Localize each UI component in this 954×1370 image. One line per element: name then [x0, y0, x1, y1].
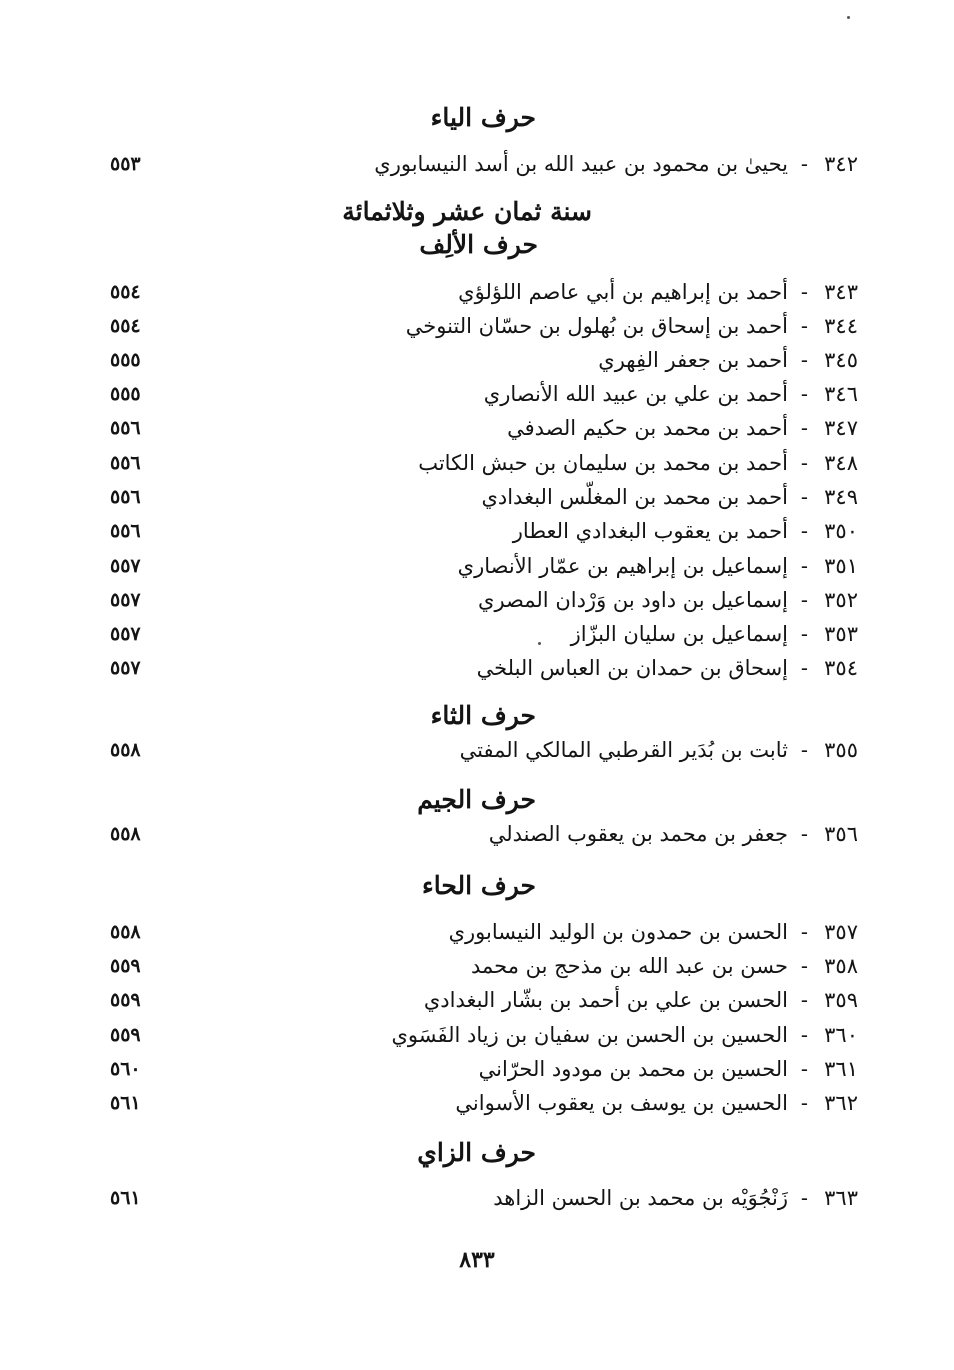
entry-page: ٥٥٧ [110, 657, 141, 679]
index-entry [0, 949, 954, 983]
index-entry [0, 275, 954, 309]
entry-page: ٥٥٦ [110, 452, 141, 474]
section-heading [0, 866, 954, 906]
section-heading [0, 780, 954, 820]
entry-name: يحيىٰ بن محمود بن عبيد الله بن أسد النيسابوري [374, 152, 788, 176]
entry-name: أحمد بن محمد بن سليمان بن حبش الكاتب [418, 451, 788, 475]
entry-page: ٥٥٦ [110, 486, 141, 508]
index-entry [0, 147, 954, 181]
entry-page: ٥٥٤ [110, 281, 141, 303]
entry-dash: - [800, 451, 808, 475]
entry-number: ٣٤٦ [824, 382, 858, 406]
entry-name: إسماعيل بن داود بن وَرْدان المصري [478, 588, 788, 612]
entry-number: ٣٥٠ [824, 519, 858, 543]
entry-dash: - [800, 152, 808, 176]
entry-page: ٥٥٤ [110, 315, 141, 337]
entry-dash: - [800, 416, 808, 440]
entry-dash: - [800, 554, 808, 578]
entry-name: أحمد بن محمد بن حكيم الصدفي [507, 416, 788, 440]
entry-number: ٣٥٢ [824, 588, 858, 612]
entry-name: حسن بن عبد الله بن مذحج بن محمد [470, 954, 788, 978]
section-heading-text: حرف الزاي [417, 1138, 536, 1167]
index-entry [0, 480, 954, 514]
entry-name: ثابت بن بُدَير القرطبي المالكي المفتي [459, 738, 788, 762]
entry-name: الحسين بن محمد بن مودود الحرّاني [478, 1057, 788, 1081]
section-heading [0, 98, 954, 138]
index-entry [0, 549, 954, 583]
index-entry [0, 915, 954, 949]
section-heading [0, 696, 954, 736]
entry-page: ٥٦١ [110, 1092, 141, 1114]
entry-page: ٥٥٦ [110, 417, 141, 439]
entry-name: أحمد بن إبراهيم بن أبي عاصم اللؤلؤي [458, 280, 788, 304]
index-entry [0, 817, 954, 851]
entry-name: أحمد بن يعقوب البغدادي العطار [512, 519, 788, 543]
entry-number: ٣٦٠ [824, 1023, 858, 1047]
index-entry [0, 617, 954, 651]
entry-page: ٥٥٨ [110, 921, 141, 943]
entry-dash: - [800, 382, 808, 406]
entry-page: ٥٥٨ [110, 823, 141, 845]
entry-number: ٣٤٥ [824, 348, 858, 372]
entry-number: ٣٤٩ [824, 485, 858, 509]
entry-number: ٣٤٣ [824, 280, 858, 304]
index-entry [0, 514, 954, 548]
entry-page: ٥٥٧ [110, 555, 141, 577]
entry-name: إسماعيل بن سليان البزّاز [570, 622, 788, 646]
entry-dash: - [800, 1186, 808, 1210]
entry-dash: - [800, 519, 808, 543]
entry-dash: - [800, 1091, 808, 1115]
scan-speck [847, 16, 850, 19]
entry-dash: - [800, 738, 808, 762]
entry-dash: - [800, 314, 808, 338]
entry-dash: - [800, 588, 808, 612]
index-entry [0, 583, 954, 617]
entry-page: ٥٥٣ [110, 153, 141, 175]
entry-number: ٣٥٣ [824, 622, 858, 646]
entry-dash: - [800, 822, 808, 846]
index-entry [0, 1181, 954, 1215]
entry-name: جعفر بن محمد بن يعقوب الصندلي [488, 822, 788, 846]
index-entry [0, 377, 954, 411]
entry-page: ٥٥٧ [110, 589, 141, 611]
index-entry [0, 1086, 954, 1120]
page-number: ٨٣٣ [459, 1247, 495, 1273]
index-entry [0, 446, 954, 480]
entry-dash: - [800, 622, 808, 646]
entry-page: ٥٥٩ [110, 955, 141, 977]
entry-number: ٣٥٨ [824, 954, 858, 978]
entry-dash: - [800, 1057, 808, 1081]
section-heading-text: حرف الياء [430, 103, 536, 132]
entry-number: ٣٥٥ [824, 738, 858, 762]
entry-name: أحمد بن إسحاق بن بُهلول بن حسّان التنوخي [405, 314, 788, 338]
section-heading [0, 225, 954, 265]
entry-number: ٣٤٤ [824, 314, 858, 338]
entry-number: ٣٦٢ [824, 1091, 858, 1115]
entry-page: ٥٥٩ [110, 1024, 141, 1046]
entry-number: ٣٥٩ [824, 988, 858, 1012]
entry-page: ٥٥٦ [110, 520, 141, 542]
entry-dash: - [800, 656, 808, 680]
entry-name: الحسين بن يوسف بن يعقوب الأسواني [455, 1091, 788, 1115]
entry-dash: - [800, 954, 808, 978]
section-heading-text: حرف الجيم [417, 785, 536, 814]
entry-number: ٣٦١ [824, 1057, 858, 1081]
entry-name: أحمد بن محمد بن المغلّس البغدادي [481, 485, 788, 509]
entry-page: ٥٥٩ [110, 989, 141, 1011]
index-entry [0, 343, 954, 377]
entry-dash: - [800, 485, 808, 509]
entry-page: ٥٦١ [110, 1187, 141, 1209]
entry-name: الحسن بن حمدون بن الوليد النيسابوري [448, 920, 788, 944]
section-heading-text: سنة ثمان عشر وثلاثمائة [342, 197, 592, 226]
entry-page: ٥٥٧ [110, 623, 141, 645]
index-entry [0, 1018, 954, 1052]
entry-number: ٣٥٤ [824, 656, 858, 680]
entry-page: ٥٦٠ [110, 1058, 141, 1080]
entry-page: ٥٥٥ [110, 349, 141, 371]
entry-name: الحسين بن الحسن بن سفيان بن زياد الفَسَوي [391, 1023, 788, 1047]
index-entry [0, 651, 954, 685]
entry-number: ٣٤٨ [824, 451, 858, 475]
entry-name: زَنْجُوَيْه بن محمد بن الحسن الزاهد [493, 1186, 788, 1210]
entry-page: ٥٥٨ [110, 739, 141, 761]
entry-page: ٥٥٥ [110, 383, 141, 405]
entry-number: ٣٥١ [824, 554, 858, 578]
section-heading-text: حرف الألِف [419, 230, 538, 259]
index-entry [0, 411, 954, 445]
index-entry [0, 309, 954, 343]
entry-name: أحمد بن علي بن عبيد الله الأنصاري [483, 382, 788, 406]
entry-number: ٣٤٧ [824, 416, 858, 440]
section-heading-text: حرف الثاء [430, 701, 536, 730]
entry-number: ٣٤٢ [824, 152, 858, 176]
section-heading-text: حرف الحاء [422, 871, 536, 900]
entry-dash: - [800, 988, 808, 1012]
entry-dash: - [800, 1023, 808, 1047]
entry-number: ٣٦٣ [824, 1186, 858, 1210]
index-entry [0, 733, 954, 767]
index-entry [0, 983, 954, 1017]
entry-dash: - [800, 920, 808, 944]
entry-name: إسحاق بن حمدان بن العباس البلخي [476, 656, 788, 680]
index-entry [0, 1052, 954, 1086]
entry-number: ٣٥٧ [824, 920, 858, 944]
section-heading [0, 1133, 954, 1173]
entry-dash: - [800, 280, 808, 304]
entry-number: ٣٥٦ [824, 822, 858, 846]
entry-name: الحسن بن علي بن أحمد بن بشّار البغدادي [423, 988, 788, 1012]
entry-dash: - [800, 348, 808, 372]
entry-name: إسماعيل بن إبراهيم بن عمّار الأنصاري [457, 554, 788, 578]
entry-name: أحمد بن جعفر الفِهري [598, 348, 788, 372]
